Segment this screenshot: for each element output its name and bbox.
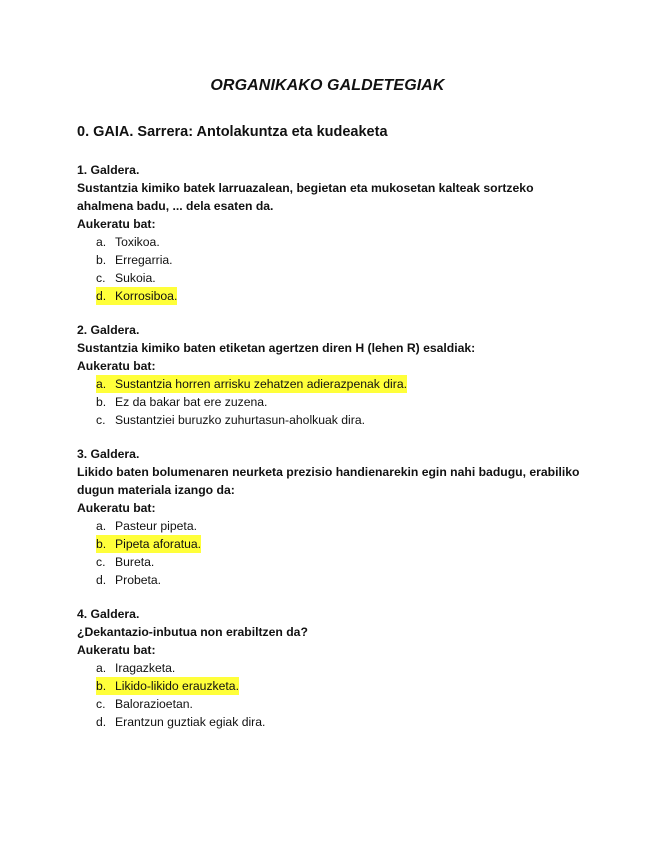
option-a [77, 233, 587, 251]
option-letter: a. [96, 235, 107, 249]
option-letter: a. [96, 375, 115, 393]
option-text: Pasteur pipeta. [115, 519, 197, 533]
question-heading: 4. Galdera. [77, 607, 140, 621]
option-c [77, 411, 587, 429]
question-heading: 1. Galdera. [77, 163, 140, 177]
question-2 [77, 321, 587, 429]
question-heading: 2. Galdera. [77, 323, 140, 337]
option-letter: b. [96, 395, 107, 409]
option-text: Erregarria. [115, 253, 173, 267]
option-a [77, 375, 587, 393]
options-list [77, 517, 587, 589]
option-b [77, 251, 587, 269]
question-1 [77, 161, 587, 305]
option-text: Ez da bakar bat ere zuzena. [115, 395, 268, 409]
option-text: Toxikoa. [115, 235, 160, 249]
option-letter: b. [96, 535, 115, 553]
option-a [77, 517, 587, 535]
option-letter: b. [96, 253, 107, 267]
question-3 [77, 445, 587, 589]
option-text: Erantzun guztiak egiak dira. [115, 715, 266, 729]
option-c [77, 269, 587, 287]
answer-prompt: Aukeratu bat: [77, 359, 156, 373]
option-text: Iragazketa. [115, 661, 176, 675]
option-text: Probeta. [115, 573, 162, 587]
option-b [77, 535, 587, 553]
option-text: Sustantziei buruzko zuhurtasun-aholkuak dira. [115, 413, 365, 427]
option-text: Korrosiboa. [115, 289, 178, 303]
page-title: ORGANIKAKO GALDETEGIAK [210, 77, 445, 94]
question-text: ¿Dekantazio-inbutua non erabiltzen da? [77, 625, 308, 639]
option-c [77, 695, 587, 713]
option-a [77, 659, 587, 677]
option-d [77, 287, 587, 305]
question-text: Likido baten bolumenaren neurketa prezisio handienarekin egin nahi badugu, erabiliko dugun materiala izango da: [77, 465, 580, 497]
question-text: Sustantzia kimiko baten etiketan agertzen diren H (lehen R) esaldiak: [77, 341, 476, 355]
question-4 [77, 605, 587, 731]
option-letter: a. [96, 661, 107, 675]
option-d [77, 571, 587, 589]
options-list [77, 659, 587, 731]
option-letter: c. [96, 271, 106, 285]
options-list [77, 375, 587, 429]
option-text: Sustantzia horren arrisku zehatzen adierazpenak dira. [115, 377, 407, 391]
option-letter: d. [96, 573, 107, 587]
question-heading: 3. Galdera. [77, 447, 140, 461]
question-text: Sustantzia kimiko batek larruazalean, begietan eta mukosetan kalteak sortzeko ahalmena badu, ... dela esaten da. [77, 181, 534, 213]
option-text: Sukoia. [115, 271, 156, 285]
option-letter: d. [96, 715, 107, 729]
option-b [77, 393, 587, 411]
options-list [77, 233, 587, 305]
option-text: Bureta. [115, 555, 155, 569]
option-text: Pipeta aforatua. [115, 537, 202, 551]
option-letter: c. [96, 697, 106, 711]
option-d [77, 713, 587, 731]
option-c [77, 553, 587, 571]
option-letter: c. [96, 555, 106, 569]
option-text: Balorazioetan. [115, 697, 193, 711]
answer-prompt: Aukeratu bat: [77, 501, 156, 515]
option-letter: a. [96, 519, 107, 533]
answer-prompt: Aukeratu bat: [77, 217, 156, 231]
option-b [77, 677, 587, 695]
option-letter: d. [96, 287, 115, 305]
answer-prompt: Aukeratu bat: [77, 643, 156, 657]
section-title: 0. GAIA. Sarrera: Antolakuntza eta kudeaketa [77, 124, 388, 140]
option-text: Likido-likido erauzketa. [115, 679, 239, 693]
option-letter: c. [96, 413, 106, 427]
option-letter: b. [96, 677, 115, 695]
